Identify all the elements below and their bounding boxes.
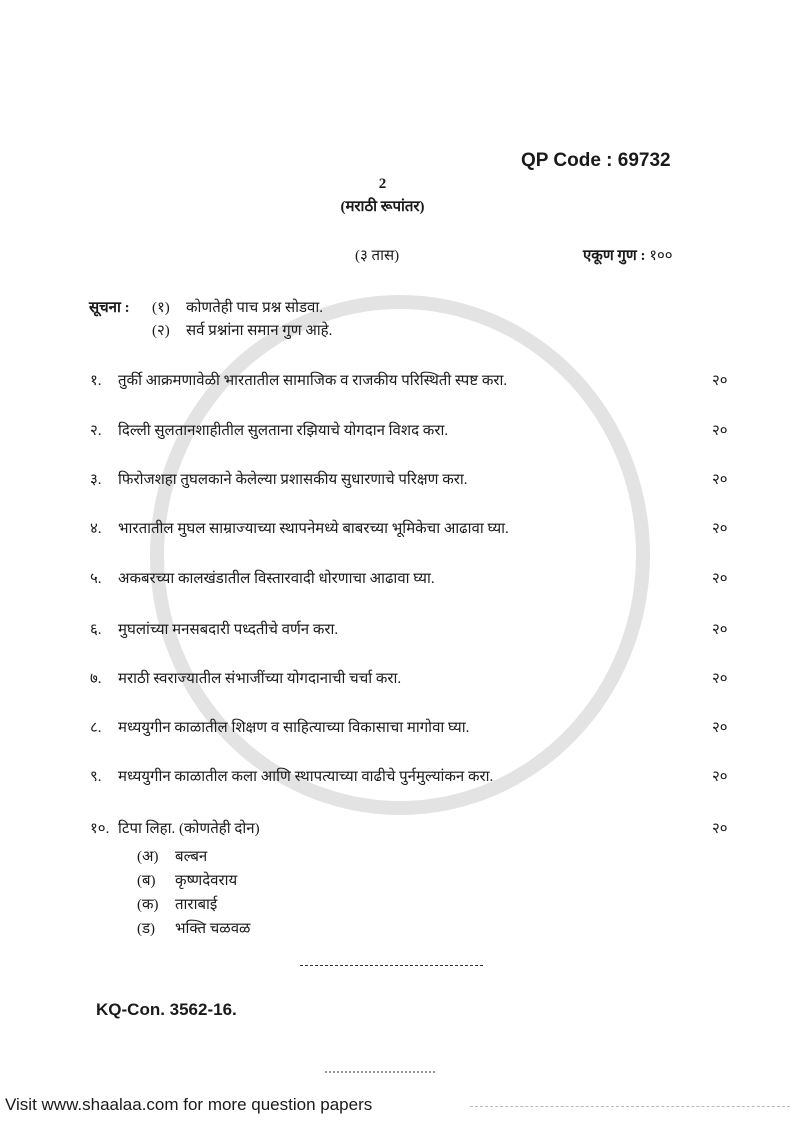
- question-item: [90, 518, 509, 538]
- question-number: २.: [90, 423, 102, 439]
- question-number: ५.: [90, 571, 102, 587]
- instruction-number: (२): [152, 323, 170, 339]
- option-item: [137, 894, 217, 914]
- option-label: (ड): [137, 921, 156, 937]
- question-number: १.: [90, 373, 102, 389]
- question-marks: २०: [712, 769, 728, 785]
- question-marks: २०: [712, 373, 728, 389]
- question-text: मध्ययुगीन काळातील कला आणि स्थापत्याच्या वाढीचे पुर्नमुल्यांकन करा.: [118, 769, 494, 785]
- instruction-item: [152, 320, 332, 340]
- instruction-item: [152, 297, 323, 317]
- question-text: दिल्ली सुलतानशाहीतील सुलताना रझियाचे योगदान विशद करा.: [118, 423, 449, 439]
- question-item: [90, 766, 493, 786]
- option-text: बल्बन: [175, 849, 208, 865]
- instructions-label: सूचना :: [89, 300, 130, 316]
- question-text: मध्ययुगीन काळातील शिक्षण व साहित्याच्या विकासाचा मागोवा घ्या.: [118, 720, 470, 736]
- question-number: १०.: [90, 821, 110, 837]
- instruction-number: (१): [152, 300, 170, 316]
- option-text: भक्ति चळवळ: [175, 921, 251, 937]
- question-text: अकबरच्या कालखंडातील विस्तारवादी धोरणाचा आढावा घ्या.: [118, 571, 435, 587]
- question-marks: २०: [712, 571, 728, 587]
- instruction-text: कोणतेही पाच प्रश्न सोडवा.: [186, 300, 323, 316]
- question-item: [90, 420, 448, 440]
- question-item: [90, 717, 469, 737]
- question-text: फिरोजशहा तुघलकाने केलेल्या प्रशासकीय सुधारणाचे परिक्षण करा.: [118, 472, 468, 488]
- subtitle: (मराठी रूपांतर): [340, 199, 425, 215]
- total-marks: [583, 245, 673, 265]
- option-label: (अ): [137, 849, 159, 865]
- question-item: [90, 568, 435, 588]
- question-text: तुर्की आक्रमणावेळी भारतातील सामाजिक व राजकीय परिस्थिती स्पष्ट करा.: [118, 373, 508, 389]
- option-item: [137, 846, 207, 866]
- scan-artifact: [325, 1071, 435, 1073]
- paper-code: KQ-Con. 3562-16.: [96, 1000, 237, 1019]
- page-number: 2: [378, 176, 387, 192]
- question-number: ८.: [90, 720, 102, 736]
- duration: (३ तास): [355, 248, 400, 264]
- question-text: भारतातील मुघल साम्राज्याच्या स्थापनेमध्ये बाबरच्या भूमिकेचा आढावा घ्या.: [118, 521, 509, 537]
- question-text: मुघलांच्या मनसबदारी पध्दतीचे वर्णन करा.: [118, 622, 339, 638]
- question-item: [90, 469, 468, 489]
- question-item: [90, 619, 338, 639]
- option-item: [137, 918, 250, 938]
- question-number: ९.: [90, 769, 102, 785]
- option-text: ताराबाई: [175, 897, 218, 913]
- question-number: ३.: [90, 472, 102, 488]
- total-marks-label: एकूण गुण :: [583, 248, 646, 264]
- question-number: ६.: [90, 622, 102, 638]
- question-marks: २०: [712, 821, 728, 837]
- question-text: मराठी स्वराज्यातील संभाजींच्या योगदानाची चर्चा करा.: [118, 671, 402, 687]
- site-note: Visit www.shaalaa.com for more question papers: [5, 1095, 373, 1114]
- instruction-text: सर्व प्रश्नांना समान गुण आहे.: [186, 323, 333, 339]
- question-item: [90, 818, 260, 838]
- scan-artifact: [470, 1106, 790, 1107]
- question-marks: २०: [712, 720, 728, 736]
- total-marks-value: १००: [649, 248, 673, 264]
- question-number: ४.: [90, 521, 102, 537]
- option-label: (क): [137, 897, 159, 913]
- option-label: (ब): [137, 873, 156, 889]
- question-number: ७.: [90, 671, 102, 687]
- option-item: [137, 870, 237, 890]
- question-marks: २०: [712, 622, 728, 638]
- question-marks: २०: [712, 472, 728, 488]
- question-marks: २०: [712, 671, 728, 687]
- option-text: कृष्णदेवराय: [175, 873, 238, 889]
- question-text: टिपा लिहा. (कोणतेही दोन): [118, 821, 260, 837]
- question-marks: २०: [712, 521, 728, 537]
- question-item: [90, 668, 401, 688]
- qp-code: QP Code : 69732: [521, 150, 671, 171]
- separator-line: [300, 965, 483, 966]
- question-marks: २०: [712, 423, 728, 439]
- question-item: [90, 370, 507, 390]
